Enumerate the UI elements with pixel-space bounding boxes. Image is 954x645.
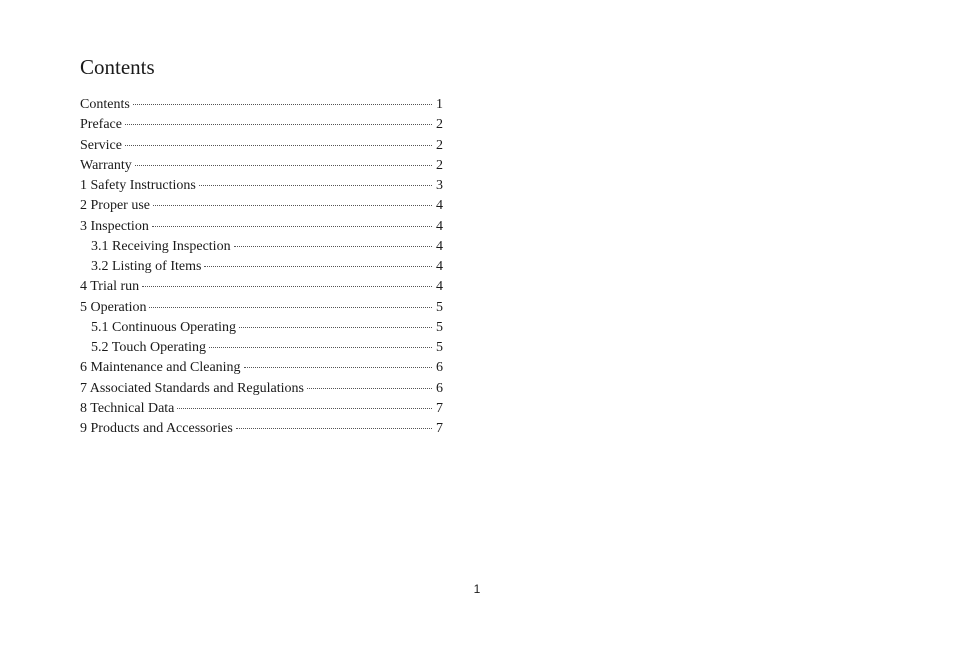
toc-dot-leader xyxy=(204,266,432,267)
toc-entry-page: 4 xyxy=(436,198,443,214)
toc-entry-label: 3 Inspection xyxy=(80,218,149,234)
toc-dot-leader xyxy=(125,145,432,146)
toc-entry-page: 6 xyxy=(436,380,443,396)
toc-entry-warranty[interactable] xyxy=(80,156,443,176)
toc-dot-leader xyxy=(307,388,432,389)
toc-entry-label: 9 Products and Accessories xyxy=(80,421,233,436)
toc-entry-page: 7 xyxy=(436,421,443,436)
page-title: Contents xyxy=(80,55,155,79)
toc-entry-associated-standards[interactable] xyxy=(80,379,443,399)
toc-dot-leader xyxy=(244,367,432,368)
toc-dot-leader xyxy=(133,104,432,105)
toc-entry-label: 3.2 Listing of Items xyxy=(91,259,202,274)
toc-dot-leader xyxy=(135,165,432,166)
toc-entry-page: 5 xyxy=(436,299,443,315)
toc-entry-label: 5.1 Continuous Operating xyxy=(91,319,237,335)
toc-dot-leader xyxy=(199,185,432,186)
toc-entry-page: 2 xyxy=(436,117,443,133)
toc-entry-preface[interactable] xyxy=(80,115,443,135)
toc-dot-leader xyxy=(239,327,432,328)
toc-entry-page: 4 xyxy=(436,238,443,254)
toc-entry-label: 8 Technical Data xyxy=(80,400,175,416)
toc-entry-page: 2 xyxy=(436,137,443,153)
toc-entry-label: 5.2 Touch Operating xyxy=(91,340,207,355)
toc-entry-page: 6 xyxy=(436,360,443,376)
toc-entry-page: 4 xyxy=(436,218,443,234)
toc-dot-leader xyxy=(152,226,432,227)
toc-entry-maintenance-and-cleaning[interactable] xyxy=(80,358,443,378)
toc-dot-leader xyxy=(149,307,432,308)
page-number: 1 xyxy=(473,582,481,596)
toc-entry-operation[interactable] xyxy=(80,298,443,318)
toc-entry-label: 7 Associated Standards and Regulations xyxy=(80,380,304,396)
toc-entry-label: Warranty xyxy=(80,157,132,173)
toc-dot-leader xyxy=(153,205,432,206)
toc-dot-leader xyxy=(209,347,432,348)
toc-dot-leader xyxy=(177,408,432,409)
toc-entry-label: 4 Trial run xyxy=(80,279,140,295)
toc-entry-label: 1 Safety Instructions xyxy=(80,178,196,193)
toc-entry-label: Service xyxy=(80,137,122,153)
toc-entry-inspection[interactable] xyxy=(80,217,443,237)
toc-entry-receiving-inspection[interactable] xyxy=(80,237,443,257)
toc-entry-page: 2 xyxy=(436,157,443,173)
toc-entry-technical-data[interactable] xyxy=(80,399,443,419)
toc-entry-trial-run[interactable] xyxy=(80,277,443,297)
toc-dot-leader xyxy=(125,124,432,125)
toc-entry-products-and-accessories[interactable] xyxy=(80,419,443,439)
toc-entry-label: 6 Maintenance and Cleaning xyxy=(80,360,241,376)
toc-entry-label: Preface xyxy=(80,117,122,133)
toc-entry-page: 4 xyxy=(436,279,443,295)
toc-entry-touch-operating[interactable] xyxy=(80,338,443,358)
toc-entry-label: 5 Operation xyxy=(80,299,147,315)
toc-entry-page: 7 xyxy=(436,400,443,416)
table-of-contents xyxy=(80,95,443,439)
toc-entry-page: 5 xyxy=(436,340,443,355)
toc-dot-leader xyxy=(142,286,432,287)
toc-entry-label: 3.1 Receiving Inspection xyxy=(91,238,231,254)
toc-entry-page: 1 xyxy=(436,97,443,112)
toc-entry-page: 5 xyxy=(436,319,443,335)
toc-entry-listing-of-items[interactable] xyxy=(80,257,443,277)
toc-entry-label: Contents xyxy=(80,97,130,112)
toc-entry-service[interactable] xyxy=(80,136,443,156)
toc-entry-label: 2 Proper use xyxy=(80,198,150,214)
toc-entry-safety-instructions[interactable] xyxy=(80,176,443,196)
toc-dot-leader xyxy=(236,428,432,429)
toc-dot-leader xyxy=(234,246,432,247)
toc-entry-proper-use[interactable] xyxy=(80,196,443,216)
toc-entry-page: 4 xyxy=(436,259,443,274)
toc-entry-page: 3 xyxy=(436,178,443,193)
toc-entry-contents[interactable] xyxy=(80,95,443,115)
toc-entry-continuous-operating[interactable] xyxy=(80,318,443,338)
